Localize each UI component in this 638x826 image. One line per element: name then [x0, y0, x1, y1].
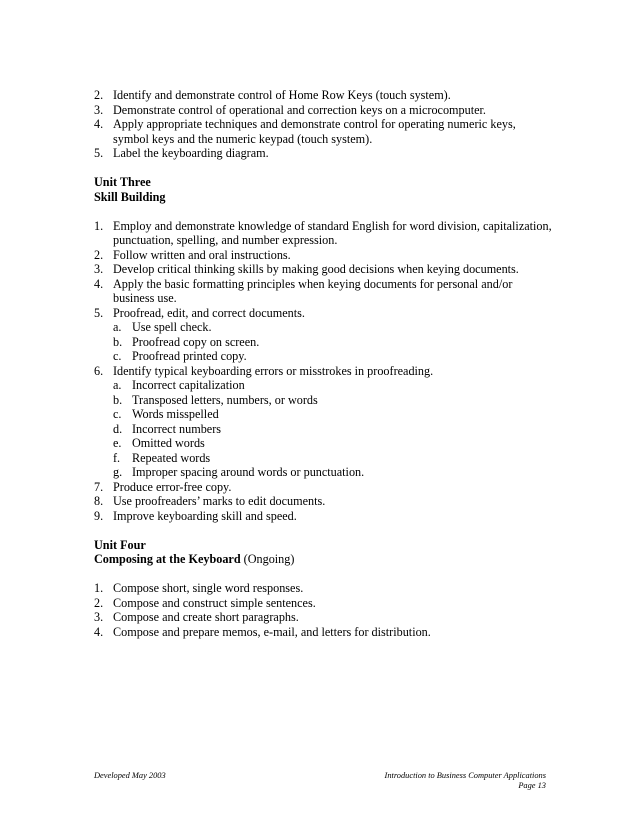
item-number: 2.	[94, 595, 104, 610]
item-number: 4.	[94, 624, 104, 639]
sub-item-letter: c.	[113, 349, 122, 363]
sub-item-letter: e.	[113, 436, 122, 450]
unit-four-subtitle-note: (Ongoing)	[240, 552, 295, 566]
item-text: Apply the basic formatting principles when keying documents for personal and/or business use.	[113, 276, 513, 305]
item-number: 5.	[94, 146, 104, 160]
item-number: 4.	[94, 117, 104, 131]
sub-list-item	[113, 451, 554, 466]
item-text: Compose and create short paragraphs.	[113, 610, 299, 624]
item-text: Follow written and oral instructions.	[113, 247, 291, 262]
item-text: Use proofreaders’ marks to edit documents.	[113, 494, 326, 508]
item-text: Produce error-free copy.	[113, 479, 232, 494]
item-number: 2.	[94, 247, 104, 262]
sub-item-text: Incorrect numbers	[132, 421, 221, 436]
unit-four-subtitle: Composing at the Keyboard	[94, 552, 241, 566]
list-item	[94, 262, 554, 277]
sub-item-letter: a.	[113, 320, 122, 334]
item-text: Proofread, edit, and correct documents.	[113, 305, 305, 320]
sub-item-text: Proofread printed copy.	[132, 349, 247, 363]
unit-three-title: Unit Three	[94, 175, 151, 189]
sub-item-letter: c.	[113, 407, 122, 421]
sub-item-letter: b.	[113, 392, 123, 407]
list-item	[94, 146, 554, 161]
sub-list-item	[113, 349, 554, 364]
list-item	[94, 610, 554, 625]
sub-list-item	[113, 422, 554, 437]
item-text: Apply appropriate techniques and demonstrate control for operating numeric keys, symbol keys and the numeric keypad (touch system).	[113, 117, 516, 146]
item-number: 2.	[94, 88, 104, 102]
unit-three-objectives	[94, 219, 554, 524]
item-number: 1.	[94, 218, 104, 233]
item-text: Demonstrate control of operational and correction keys on a microcomputer.	[113, 102, 486, 117]
unit-four-subtitle-line	[94, 552, 554, 567]
page-content	[94, 88, 554, 639]
list-item	[94, 509, 554, 524]
sub-item-text: Proofread copy on screen.	[132, 334, 260, 349]
list-item	[94, 480, 554, 495]
item-number: 1.	[94, 581, 104, 595]
list-item	[94, 88, 554, 103]
sub-list-item	[113, 465, 554, 480]
spacer	[94, 204, 554, 219]
item-number: 3.	[94, 262, 104, 276]
footer-course-info	[385, 771, 546, 791]
list-item	[94, 306, 554, 364]
item-text: Compose and prepare memos, e-mail, and letters for distribution.	[113, 624, 431, 639]
sub-item-text: Improper spacing around words or punctuation.	[132, 465, 365, 479]
footer-date: Developed May 2003	[94, 771, 166, 780]
footer-course-title: Introduction to Business Computer Applications	[384, 771, 546, 780]
spacer	[94, 567, 554, 582]
sub-item-text: Omitted words	[132, 436, 205, 450]
sub-list-item	[113, 320, 554, 335]
sub-list	[113, 320, 554, 364]
sub-item-text: Transposed letters, numbers, or words	[132, 392, 318, 407]
sub-item-letter: d.	[113, 421, 123, 436]
item-number: 4.	[94, 276, 104, 291]
item-number: 3.	[94, 102, 104, 117]
item-text: Identify typical keyboarding errors or misstrokes in proofreading.	[113, 363, 434, 378]
sub-list-item	[113, 436, 554, 451]
list-item	[94, 248, 554, 263]
item-number: 3.	[94, 610, 104, 624]
sub-list-item	[113, 393, 554, 408]
list-item	[94, 364, 554, 480]
item-number: 8.	[94, 494, 104, 508]
sub-list-item	[113, 335, 554, 350]
item-text: Identify and demonstrate control of Home Row Keys (touch system).	[113, 88, 451, 102]
list-item	[94, 625, 554, 640]
sub-item-letter: f.	[113, 450, 121, 465]
item-text: Improve keyboarding skill and speed.	[113, 508, 297, 523]
list-item	[94, 581, 554, 596]
unit-four-objectives	[94, 581, 554, 639]
unit-two-objectives	[94, 88, 554, 161]
footer-page-number: Page 13	[518, 781, 546, 790]
sub-item-text: Incorrect capitalization	[132, 378, 245, 392]
sub-item-text: Use spell check.	[132, 320, 212, 334]
item-number: 7.	[94, 479, 104, 494]
item-text: Compose and construct simple sentences.	[113, 595, 316, 610]
spacer	[94, 161, 554, 176]
item-number: 5.	[94, 305, 104, 320]
spacer	[94, 523, 554, 538]
list-item	[94, 277, 554, 306]
list-item	[94, 103, 554, 118]
sub-item-letter: b.	[113, 334, 123, 349]
sub-item-text: Repeated words	[132, 450, 211, 465]
list-item	[94, 117, 554, 146]
list-item	[94, 494, 554, 509]
sub-list-item	[113, 378, 554, 393]
sub-list-item	[113, 407, 554, 422]
item-number: 6.	[94, 363, 104, 378]
item-number: 9.	[94, 508, 104, 523]
sub-item-text: Words misspelled	[132, 407, 219, 421]
item-text: Develop critical thinking skills by making good decisions when keying documents.	[113, 262, 519, 276]
item-text: Label the keyboarding diagram.	[113, 146, 269, 160]
sub-item-letter: g.	[113, 465, 123, 479]
sub-list	[113, 378, 554, 480]
item-text: Employ and demonstrate knowledge of standard English for word division, capitalization, punctuation, spelling, and number expression.	[113, 218, 552, 247]
item-text: Compose short, single word responses.	[113, 581, 304, 595]
unit-four-title: Unit Four	[94, 537, 146, 552]
list-item	[94, 596, 554, 611]
unit-three-subtitle: Skill Building	[94, 189, 166, 204]
list-item	[94, 219, 554, 248]
sub-item-letter: a.	[113, 378, 122, 392]
